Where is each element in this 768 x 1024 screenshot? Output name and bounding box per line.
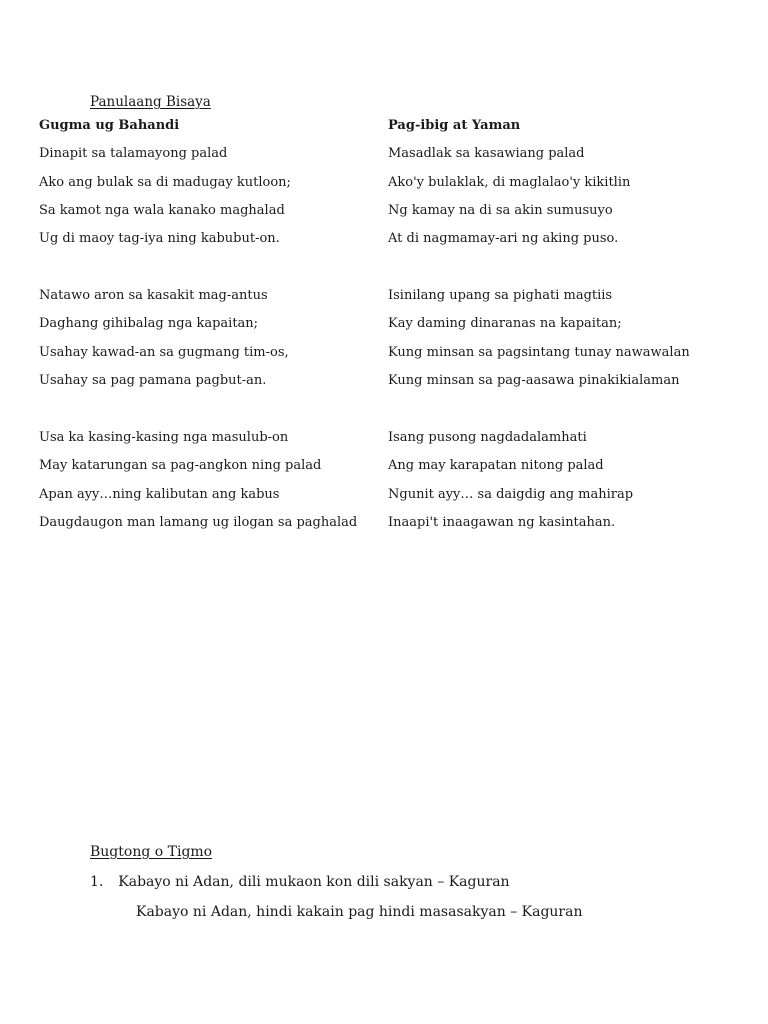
riddle-tagalog-text: Kabayo ni Adan, hindi kakain pag hindi masasakyan – Kaguran (136, 904, 583, 920)
right-poem-line: Kay daming dinaranas na kapaitan; (388, 316, 622, 331)
right-poem-line: Kung minsan sa pagsintang tunay nawawalan (388, 345, 690, 360)
riddle-cebuano-text: Kabayo ni Adan, dili mukaon kon dili sakyan – Kaguran (118, 874, 510, 890)
right-poem-line: Kung minsan sa pag-aasawa pinakikialaman (388, 373, 680, 388)
right-poem-line: At di nagmamay-ari ng aking puso. (388, 231, 619, 246)
right-poem-line: Ng kamay na di sa akin sumusuyo (388, 203, 613, 218)
left-poem-line: Ug di maoy tag-iya ning kabubut-on. (39, 231, 280, 246)
riddle-section-heading: Bugtong o Tigmo (90, 844, 213, 860)
right-poem-line: Masadlak sa kasawiang palad (388, 146, 585, 161)
left-poem-line: Sa kamot nga wala kanako maghalad (39, 203, 285, 218)
right-poem-line: Isang pusong nagdadalamhati (388, 430, 587, 445)
poetry-section-heading: Panulaang Bisaya (90, 94, 211, 110)
right-poem-line: Ngunit ayy… sa daigdig ang mahirap (388, 487, 634, 502)
left-poem-line: May katarungan sa pag-angkon ning palad (39, 458, 322, 473)
left-poem-line: Daghang gihibalag nga kapaitan; (39, 316, 259, 331)
right-poem-title: Pag-ibig at Yaman (388, 118, 521, 133)
right-poem-line: Inaapi't inaagawan ng kasintahan. (388, 515, 616, 530)
left-poem-line: Usahay sa pag pamana pagbut-an. (39, 373, 267, 388)
left-poem-line: Dinapit sa talamayong palad (39, 146, 228, 161)
right-poem-line: Ako'y bulaklak, di maglalao'y kikitlin (388, 175, 631, 190)
left-poem-line: Apan ayy…ning kalibutan ang kabus (39, 487, 280, 502)
riddle-item (90, 874, 510, 890)
left-poem-line: Ako ang bulak sa di madugay kutloon; (39, 175, 291, 190)
left-poem-line: Natawo aron sa kasakit mag-antus (39, 288, 268, 303)
left-poem-line: Usa ka kasing-kasing nga masulub-on (39, 430, 289, 445)
left-poem-line: Daugdaugon man lamang ug ilogan sa paghalad (39, 515, 358, 530)
right-poem-line: Isinilang upang sa pighati magtiis (388, 288, 613, 303)
left-poem-title: Gugma ug Bahandi (39, 118, 180, 133)
riddle-number: 1. (90, 874, 104, 890)
right-poem-line: Ang may karapatan nitong palad (388, 458, 604, 473)
left-poem-line: Usahay kawad-an sa gugmang tim-os, (39, 345, 289, 360)
